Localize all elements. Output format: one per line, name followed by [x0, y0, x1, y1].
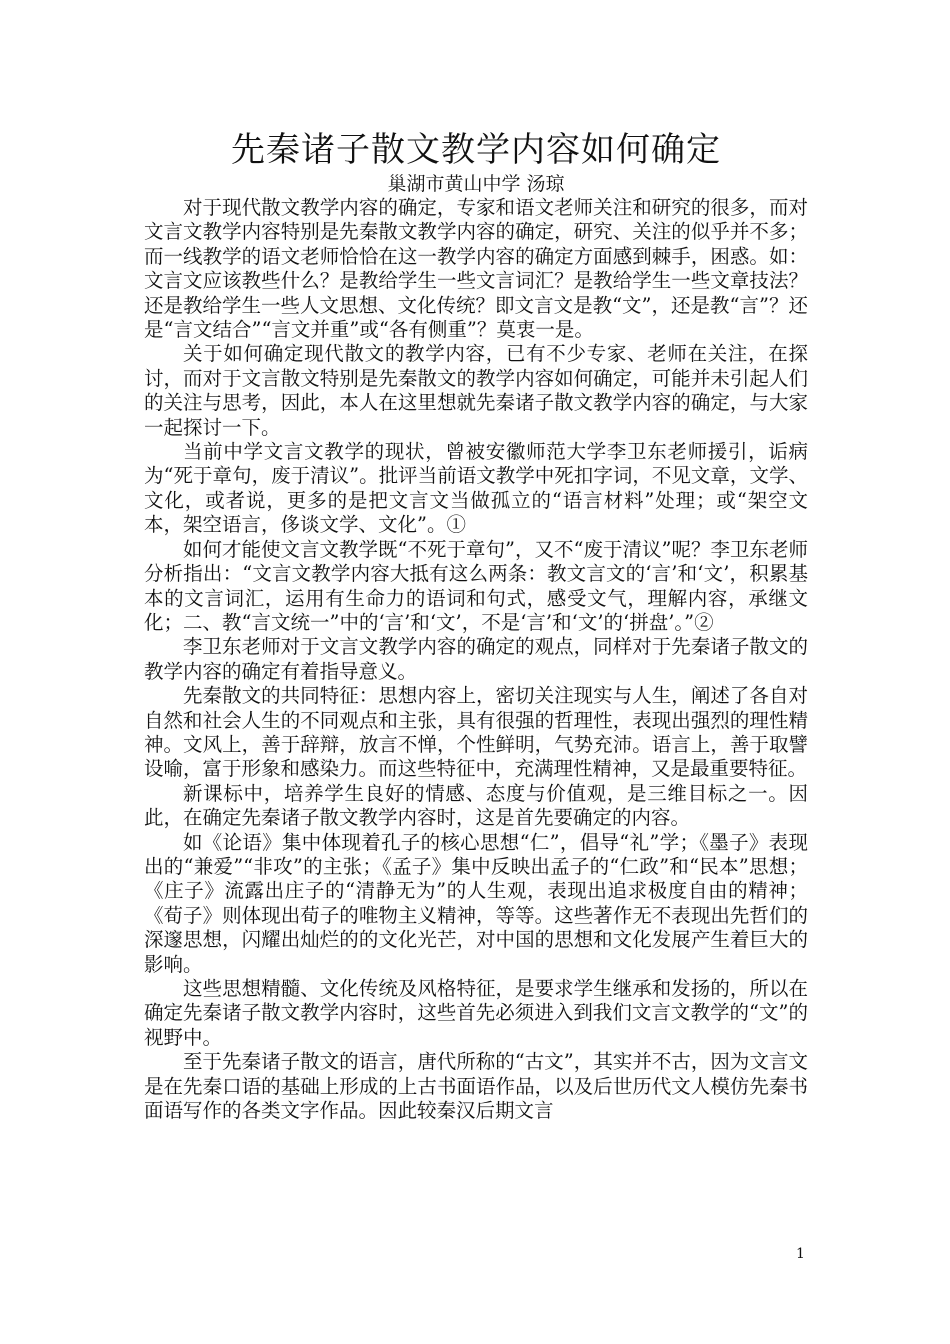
paragraph-1: 对于现代散文教学内容的确定，专家和语文老师关注和研究的很多，而对文言文教学内容特别是先秦散文教学内容的确定，研究、关注的似乎并不多；而一线教学的语文老师恰恰在这一教学内容的确定方面感到棘手，困惑。如：文言文应该教些什么？是教给学生一些文言词汇？是教给学生一些文章技法？还是教给学生一些人文思想、文化传统？即文言文是教“文”，还是教“言”？还是“言文结合”“言文并重”或“各有侧重”？莫衷一是。 [144, 196, 808, 342]
document-author: 巢湖市黄山中学 汤琼 [387, 173, 565, 195]
paragraph-7: 新课标中，培养学生良好的情感、态度与价值观，是三维目标之一。因此，在确定先秦诸子散文教学内容时，这是首先要确定的内容。 [144, 781, 808, 830]
paragraph-10: 至于先秦诸子散文的语言，唐代所称的“古文”，其实并不古，因为文言文是在先秦口语的基础上形成的上古书面语作品，以及后世历代文人模仿先秦书面语写作的各类文字作品。因此较秦汉后期文言 [144, 1050, 808, 1123]
paragraph-6: 先秦散文的共同特征：思想内容上，密切关注现实与人生，阐述了各自对自然和社会人生的不同观点和主张，具有很强的哲理性，表现出强烈的理性精神。文风上，善于辞辩，放言不惮，个性鲜明，气势充沛。语言上，善于取譬设喻，富于形象和感染力。而这些特征中，充满理性精神，又是最重要特征。 [144, 684, 808, 781]
paragraph-3: 当前中学文言文教学的现状，曾被安徽师范大学李卫东老师援引，诟病为“死于章句，废于清议”。批评当前语文教学中死扣字词，不见文章，文学、文化，或者说，更多的是把文言文当做孤立的“语言材料”处理；或“架空文本，架空语言，侈谈文学、文化”。① [144, 440, 808, 537]
paragraph-2: 关于如何确定现代散文的教学内容，已有不少专家、老师在关注，在探讨，而对于文言散文特别是先秦散文的教学内容如何确定，可能并未引起人们的关注与思考，因此，本人在这里想就先秦诸子散文教学内容的确定，与大家一起探讨一下。 [144, 342, 808, 439]
paragraph-8: 如《论语》集中体现着孔子的核心思想“仁”，倡导“礼”学；《墨子》表现出的“兼爱”“非攻”的主张；《孟子》集中反映出孟子的“仁政”和“民本”思想；《庄子》流露出庄子的“清静无为”的人生观，表现出追求极度自由的精神；《荀子》则体现出荀子的唯物主义精神，等等。这些著作无不表现出先哲们的深邃思想，闪耀出灿烂的的文化光芒，对中国的思想和文化发展产生着巨大的影响。 [144, 830, 808, 976]
page-number: 1 [796, 1246, 805, 1262]
paragraph-9: 这些思想精髓、文化传统及风格特征，是要求学生继承和发扬的，所以在确定先秦诸子散文教学内容时，这些首先必须进入到我们文言文教学的“文”的视野中。 [144, 977, 808, 1049]
paragraph-4: 如何才能使文言文教学既“不死于章句”，又不“废于清议”呢？李卫东老师分析指出：“文言文教学内容大抵有这么两条：教文言文的‘言’和‘文’，积累基本的文言词汇，运用有生命力的语词和句式，感受文气，理解内容，承继文化；二、教“言文统一”中的‘言’和‘文’，不是‘言’和‘文’的‘拼盘’。”② [144, 537, 808, 634]
paragraph-5: 李卫东老师对于文言文教学内容的确定的观点，同样对于先秦诸子散文的教学内容的确定有着指导意义。 [144, 635, 808, 683]
document-body [144, 128, 808, 1123]
document-title: 先秦诸子散文教学内容如何确定 [231, 130, 721, 170]
